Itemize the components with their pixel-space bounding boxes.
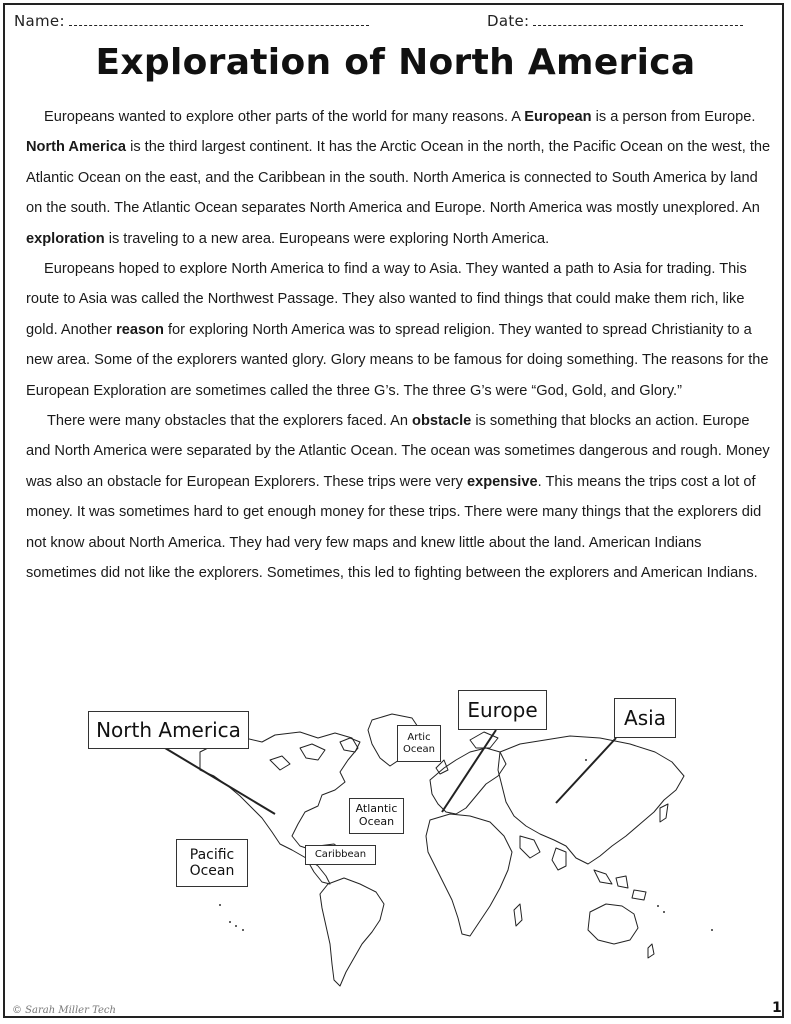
- europe-pointer: [442, 730, 496, 812]
- label-arctic-line2: Ocean: [403, 743, 435, 755]
- label-north-america: North America: [88, 711, 249, 749]
- vocab-term: North America: [26, 139, 127, 156]
- label-pacific-line1: Pacific: [189, 846, 235, 863]
- text-run: . This means the trips cost a lot of money. It was sometimes hard to get enough money for these trips. There were many things that the explorers did not know about North America. They had very few maps and knew little about the land. American Indians sometimes did not like the explorers. Sometimes, this led to fighting between the explorers and American Indians.: [26, 473, 762, 582]
- text-run: is a person from Europe.: [591, 109, 756, 125]
- asia-pointer: [556, 738, 616, 803]
- date-label: Date:: [487, 12, 530, 30]
- page-title: Exploration of North America: [95, 42, 696, 83]
- label-pacific-line2: Ocean: [189, 863, 235, 879]
- label-pacific-ocean: [176, 839, 248, 887]
- vocab-term: European: [524, 109, 592, 125]
- vocab-term: exploration: [26, 230, 105, 247]
- africa-landmass: [426, 814, 512, 936]
- page-number: 1: [772, 1000, 782, 1016]
- text-run: for exploring North America was to spread religion. They wanted to spread Christianity to a new area. Some of the explorers wanted glory. Glory means to be famous for doing something. The reasons for the European Exploration are sometimes called the three G’s. The three G’s were “God, Gold, and Glory.”: [26, 321, 769, 399]
- name-label: Name:: [14, 12, 65, 30]
- label-europe: Europe: [458, 690, 547, 730]
- vocab-term: obstacle: [412, 413, 472, 430]
- label-asia: Asia: [614, 698, 676, 738]
- label-arctic-line1: Artic: [407, 732, 431, 743]
- south-america-landmass: [320, 878, 384, 986]
- text-run: Europeans hoped to explore North America to find a way to Asia. They wanted a path to Asia for trading. This route to Asia was called the Northwest Passage. They also wanted to find things that could make them rich, like gold. Another: [26, 261, 747, 338]
- asia-landmass: [498, 736, 684, 864]
- text-run: is something that blocks an action. Europe and North America were separated by the Atlantic Ocean. The ocean was sometimes dangerous and rough. Money was also an obstacle for European Explorers. These trips were very: [26, 413, 770, 490]
- label-atlantic-ocean: [349, 798, 404, 834]
- australia-landmass: [588, 904, 638, 944]
- text-run: There were many obstacles that the explorers faced. An: [47, 413, 413, 430]
- text-run: is the third largest continent. It has the Arctic Ocean in the north, the Pacific Ocean on the west, the Atlantic Ocean on the east, and the Caribbean in the south. North America is connected to South America by land on the south. The Atlantic Ocean separates North America and Europe. North America was mostly unexplored. An: [26, 139, 771, 217]
- label-atlantic-line1: Atlantic: [355, 802, 398, 816]
- europe-landmass: [430, 748, 506, 814]
- label-atlantic-line2: Ocean: [358, 815, 395, 828]
- text-run: is traveling to a new area. Europeans were exploring North America.: [104, 230, 550, 247]
- label-arctic-ocean: [397, 725, 441, 762]
- label-caribbean: Caribbean: [305, 845, 376, 865]
- copyright-credit: © Sarah Miller Tech: [12, 1005, 116, 1016]
- north-america-pointer: [165, 748, 275, 814]
- vocab-term: reason: [116, 321, 164, 338]
- text-run: Europeans wanted to explore other parts of the world for many reasons. A: [44, 109, 525, 125]
- vocab-term: expensive: [467, 473, 538, 490]
